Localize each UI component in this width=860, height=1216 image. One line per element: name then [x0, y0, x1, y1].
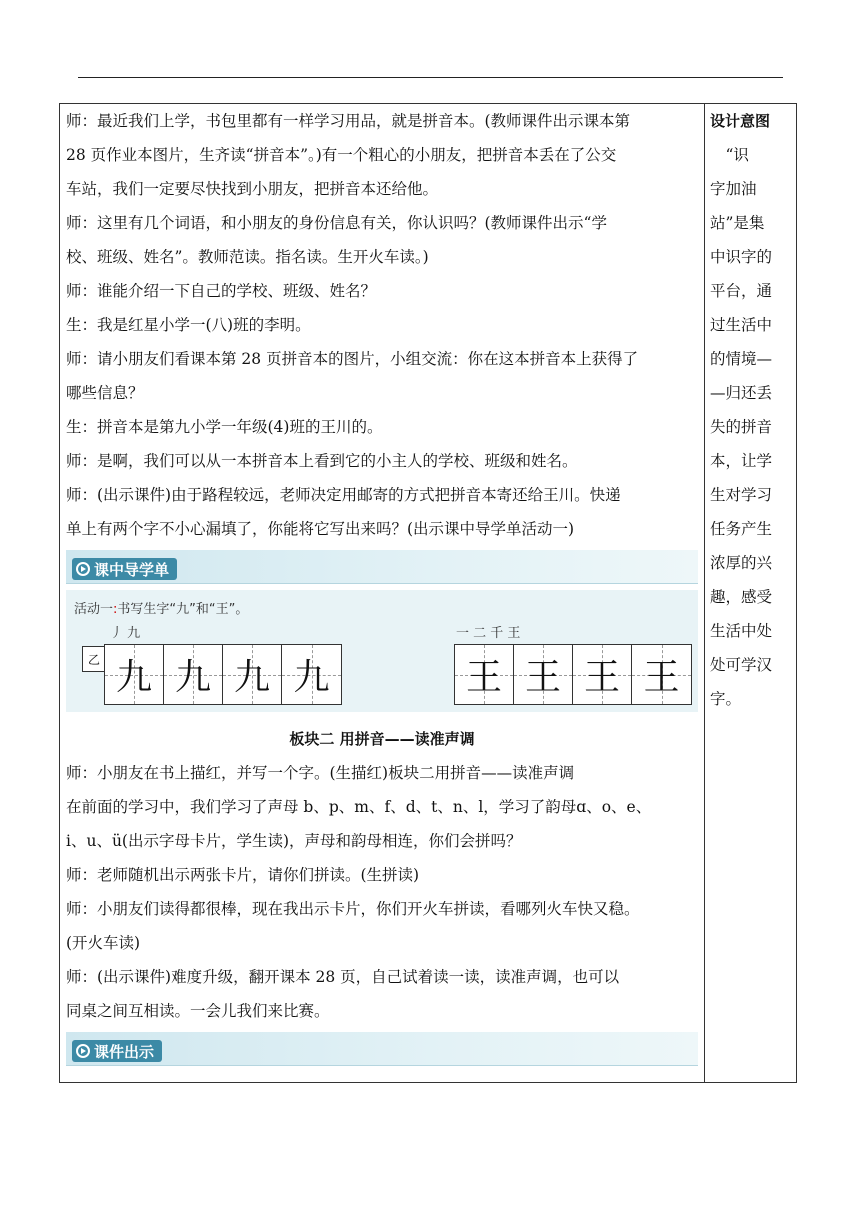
jiu-radical-box: 乙: [82, 646, 106, 672]
writing-cell: [164, 645, 223, 704]
banner-underline: [66, 583, 698, 584]
column-divider: [704, 104, 705, 1082]
play-icon: [76, 562, 90, 576]
banner-label: 课中导学单: [94, 560, 170, 579]
paragraph: 师：是啊，我们可以从一本拼音本上看到它的小主人的学校、班级和姓名。: [66, 452, 578, 470]
practice-char: 九: [293, 657, 330, 698]
paragraph: 师：这里有几个词语，和小朋友的身份信息有关，你认识吗？(教师课件出示“学: [66, 214, 607, 232]
design-intent-heading: 设计意图: [710, 112, 771, 130]
wang-stroke-order: 一 二 千 王: [456, 626, 521, 641]
paragraph: (开火车读): [66, 934, 141, 952]
design-intent-line: 的情境—: [710, 350, 773, 368]
design-intent-line: 失的拼音: [710, 418, 773, 436]
jiu-stroke-order: 丿 九: [110, 626, 141, 641]
practice-char: 王: [465, 657, 502, 698]
paragraph: 师：(出示课件)由于路程较远，老师决定用邮寄的方式把拼音本寄还给王川。快递: [66, 486, 621, 504]
paragraph: 师：请小朋友们看课本第 28 页拼音本的图片，小组交流：你在这本拼音本上获得了: [66, 350, 639, 368]
section-heading: 板块二 用拼音——读准声调: [289, 730, 475, 748]
activity-instruction: 书写生字“九”和“王”。: [117, 602, 249, 617]
play-icon: [76, 1044, 90, 1058]
lesson-content: [66, 104, 698, 1072]
paragraph: 生：拼音本是第九小学一年级(4)班的王川的。: [66, 418, 383, 436]
activity-prefix: 活动一: [74, 602, 114, 617]
design-intent-line: 本，让学: [710, 452, 773, 470]
paragraph: 校、班级、姓名”。教师范读。指名读。生开火车读。): [66, 248, 429, 266]
design-intent-line: 处可学汉: [710, 656, 773, 674]
writing-cell: [282, 645, 341, 704]
paragraph: 师：(出示课件)难度升级，翻开课本 28 页，自己试着读一读，读准声调，也可以: [66, 968, 620, 986]
jiu-writing-grid: [104, 644, 342, 705]
lesson-table: [59, 103, 797, 1083]
paragraph: i、u、ü(出示字母卡片，学生读)，声母和韵母相连，你们会拼吗？: [66, 832, 522, 850]
paragraph: 单上有两个字不小心漏填了，你能将它写出来吗？(出示课中导学单活动一): [66, 520, 575, 538]
guide-sheet-banner: [66, 550, 698, 584]
design-intent-line: 过生活中: [710, 316, 773, 334]
activity-colon: :: [113, 602, 118, 617]
design-intent-line: 生对学习: [710, 486, 773, 504]
paragraph: 车站，我们一定要尽快找到小朋友，把拼音本还给他。: [66, 180, 439, 198]
writing-cell: [455, 645, 514, 704]
design-intent-column: [710, 104, 790, 716]
paragraph: 师：小朋友在书上描红，并写一个字。(生描红)板块二用拼音——读准声调: [66, 764, 575, 782]
practice-char: 王: [643, 657, 680, 698]
design-intent-line: —归还丢: [710, 384, 773, 402]
paragraph: 师：小朋友们读得都很棒，现在我出示卡片，你们开火车拼读，看哪列火车快又稳。: [66, 900, 640, 918]
banner-label: 课件出示: [94, 1042, 155, 1061]
paragraph: 生：我是红星小学一(八)班的李明。: [66, 316, 311, 334]
header-rule: [78, 77, 783, 78]
design-intent-line: 中识字的: [710, 248, 773, 266]
paragraph: 在前面的学习中，我们学习了声母 b、p、m、f、d、t、n、l，学习了韵母ɑ、o、e、: [66, 798, 652, 816]
design-intent-line: 字。: [710, 690, 742, 708]
design-intent-line: 生活中处: [710, 622, 773, 640]
banner-tag: [72, 558, 177, 580]
practice-char: 九: [233, 657, 270, 698]
paragraph: 28 页作业本图片，生齐读“拼音本”。)有一个粗心的小朋友，把拼音本丢在了公交: [66, 146, 617, 164]
writing-cell: [573, 645, 632, 704]
courseware-banner: [66, 1032, 698, 1066]
design-intent-line: 趣，感受: [710, 588, 773, 606]
paragraph: 同桌之间互相读。一会儿我们来比赛。: [66, 1002, 330, 1020]
writing-cell: [105, 645, 164, 704]
paragraph: 师：老师随机出示两张卡片，请你们拼读。(生拼读): [66, 866, 420, 884]
banner-underline: [66, 1065, 698, 1066]
paragraph: 师：最近我们上学，书包里都有一样学习用品，就是拼音本。(教师课件出示课本第: [66, 112, 631, 130]
paragraph: 师：谁能介绍一下自己的学校、班级、姓名？: [66, 282, 377, 300]
practice-char: 王: [524, 657, 561, 698]
activity-panel: [66, 590, 698, 712]
practice-char: 九: [174, 657, 211, 698]
design-intent-line: 浓厚的兴: [710, 554, 773, 572]
design-intent-line: 平台，通: [710, 282, 773, 300]
practice-char: 九: [115, 657, 152, 698]
design-intent-line: 任务产生: [710, 520, 773, 538]
paragraph: 哪些信息？: [66, 384, 144, 402]
activity-title: [74, 598, 248, 617]
banner-tag: [72, 1040, 162, 1062]
practice-char: 王: [583, 657, 620, 698]
design-intent-line: 站”是集: [710, 214, 765, 232]
design-intent-line: “识: [710, 146, 749, 164]
design-intent-line: 字加油: [710, 180, 757, 198]
writing-cell: [223, 645, 282, 704]
wang-writing-grid: [454, 644, 692, 705]
writing-cell: [632, 645, 691, 704]
writing-cell: [514, 645, 573, 704]
